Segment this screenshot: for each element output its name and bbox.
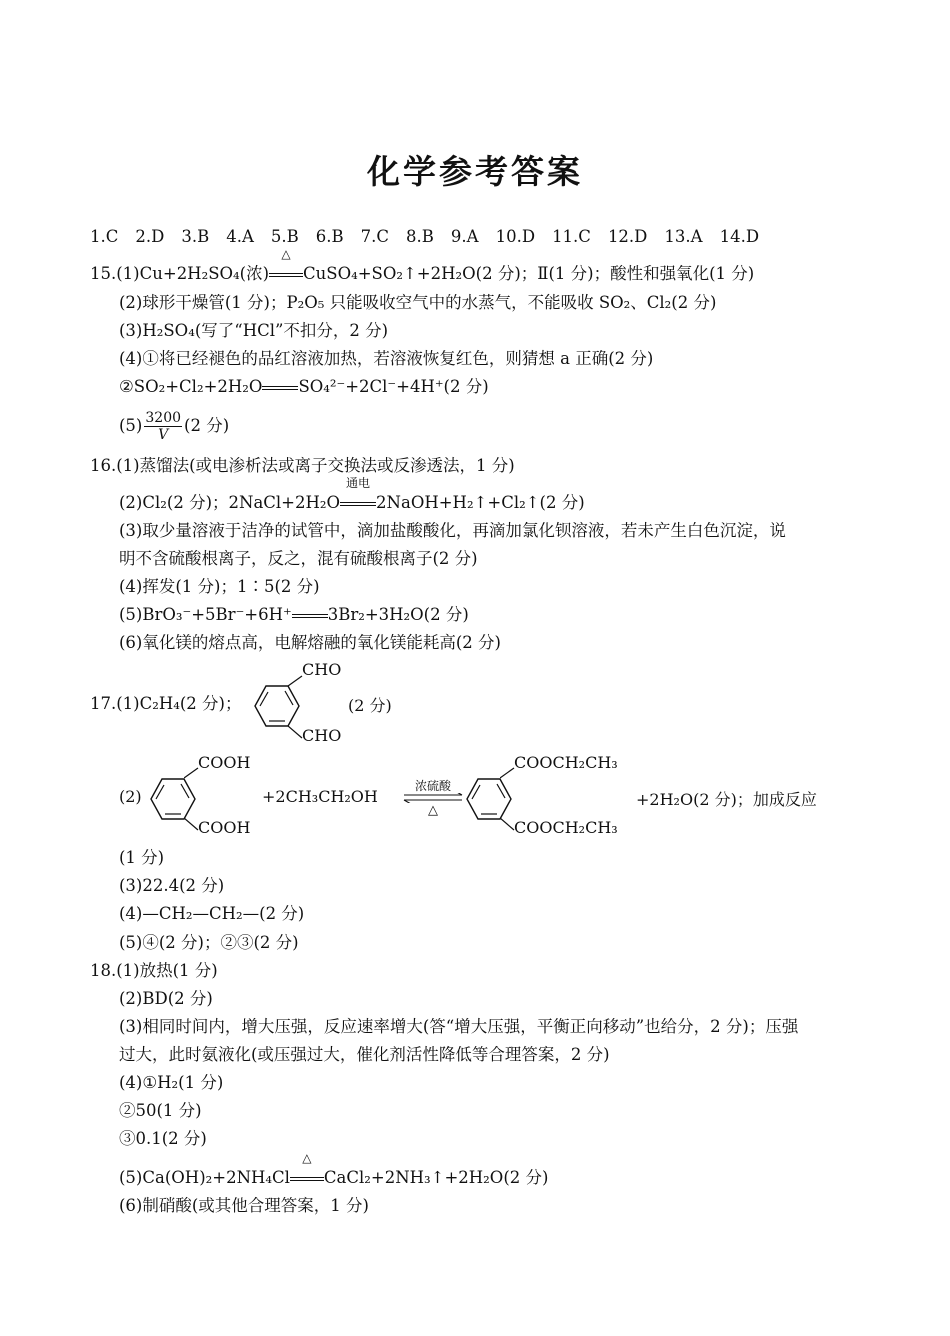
q16-part2: (2)Cl₂(2 分)；2NaCl+2H₂O 通电 2NaOH+H₂↑+Cl₂↑(2 分) <box>119 476 585 512</box>
heat-condition: △ <box>281 247 291 261</box>
q15-part5: (5) $\frac{3200}{V}$ (2 分) <box>119 410 230 443</box>
q18-part5: (5)Ca(OH)₂+2NH₄Cl △ CaCl₂+2NH₃↑+2H₂O(2 分) <box>119 1151 549 1187</box>
q15-part4-1: (4)①将已经褪色的品红溶液加热，若溶液恢复红色，则猜想 a 正确(2 分) <box>119 349 654 368</box>
q17-part1-score: (2 分) <box>348 696 392 715</box>
mc-answer: 14.D <box>719 227 760 246</box>
mc-answer: 6.B <box>315 227 344 246</box>
q18-part4-3: ③0.1(2 分) <box>119 1129 207 1148</box>
acid-catalyst-condition: 浓硫酸 <box>414 779 451 793</box>
mc-answer: 5.B <box>270 227 299 246</box>
page-title: 化学参考答案 <box>367 152 583 191</box>
mc-answers <box>90 226 776 248</box>
q17-part2-label: (2) <box>119 787 142 806</box>
cooh-group-bottom: COOH <box>198 818 251 837</box>
q17-part3: (3)22.4(2 分) <box>119 876 225 895</box>
q18-part4-2: ②50(1 分) <box>119 1101 202 1120</box>
q16-part3-line1: (3)取少量溶液于洁净的试管中，滴加盐酸酸化，再滴加氯化钡溶液，若未产生白色沉淀，说 <box>119 521 786 540</box>
q15-part2: (2)球形干燥管(1 分)；P₂O₅ 只能吸收空气中的水蒸气，不能吸收 SO₂、Cl₂(2 分) <box>119 293 717 312</box>
mc-answer: 2.D <box>135 227 165 246</box>
mc-answer: 10.D <box>495 227 536 246</box>
cho-group-bottom: CHO <box>302 726 342 745</box>
q18-part3-line1: (3)相同时间内，增大压强，反应速率增大(答“增大压强，平衡正向移动”也给分，2 分)；压强 <box>119 1017 799 1036</box>
ester-group-bottom: COOCH₂CH₃ <box>514 818 618 837</box>
mc-answer: 9.A <box>450 227 479 246</box>
mc-answer: 11.C <box>552 227 591 246</box>
electrolysis-condition: 通电 <box>346 476 371 490</box>
q17-part2-score: (1 分) <box>119 848 165 867</box>
q18-part1: 18.(1)放热(1 分) <box>90 961 218 980</box>
q18-part6: (6)制硝酸(或其他合理答案，1 分) <box>119 1196 369 1215</box>
ester-group-top: COOCH₂CH₃ <box>514 753 618 772</box>
heat-condition: △ <box>302 1151 312 1165</box>
q17-part2-product: +2H₂O(2 分)；加成反应 <box>636 790 817 809</box>
mc-answer: 12.D <box>607 227 648 246</box>
ethanol-reactant: +2CH₃CH₂OH <box>262 787 378 806</box>
mc-answer: 8.B <box>406 227 434 246</box>
q16-part6: (6)氧化镁的熔点高，电解熔融的氧化镁能耗高(2 分) <box>119 633 501 652</box>
q16-part3-line2: 明不含硫酸根离子，反之，混有硫酸根离子(2 分) <box>119 549 478 568</box>
fraction: $\frac{3200}{V}$ <box>145 410 182 443</box>
q18-part2: (2)BD(2 分) <box>119 989 213 1008</box>
mc-answer: 4.A <box>226 227 254 246</box>
mc-answer: 13.A <box>664 227 703 246</box>
q15-part3: (3)H₂SO₄(写了“HCl”不扣分，2 分) <box>119 321 389 340</box>
q18-part4-1: (4)①H₂(1 分) <box>119 1073 224 1092</box>
q17-part1-label: 17.(1)C₂H₄(2 分)； <box>90 694 242 713</box>
mc-answer: 1.C <box>90 227 119 246</box>
q15-part4-2: ②SO₂+Cl₂+2H₂O SO₄²⁻+2Cl⁻+4H⁺(2 分) <box>119 377 489 396</box>
q17-part4: (4)—CH₂—CH₂—(2 分) <box>119 904 305 923</box>
q17-part5: (5)④(2 分)；②③(2 分) <box>119 933 299 952</box>
q16-part1: 16.(1)蒸馏法(或电渗析法或离子交换法或反渗透法，1 分) <box>90 456 515 475</box>
heat-condition: △ <box>428 803 438 818</box>
reversible-arrow-icon <box>402 793 464 803</box>
cho-group-top: CHO <box>302 660 342 679</box>
q15-part1: 15.(1)Cu+2H₂SO₄(浓) △ CuSO₄+SO₂↑+2H₂O(2 分)；Ⅱ(1 分)；酸性和强氧化(1 分) <box>90 247 755 283</box>
mc-answer: 3.B <box>181 227 210 246</box>
q16-part5: (5)BrO₃⁻+5Br⁻+6H⁺ 3Br₂+3H₂O(2 分) <box>119 605 469 624</box>
q18-part3-line2: 过大，此时氨液化(或压强过大，催化剂活性降低等合理答案，2 分) <box>119 1045 610 1064</box>
mc-answer: 7.C <box>360 227 390 246</box>
cooh-group-top: COOH <box>198 753 251 772</box>
q16-part4: (4)挥发(1 分)；1∶5(2 分) <box>119 577 320 596</box>
